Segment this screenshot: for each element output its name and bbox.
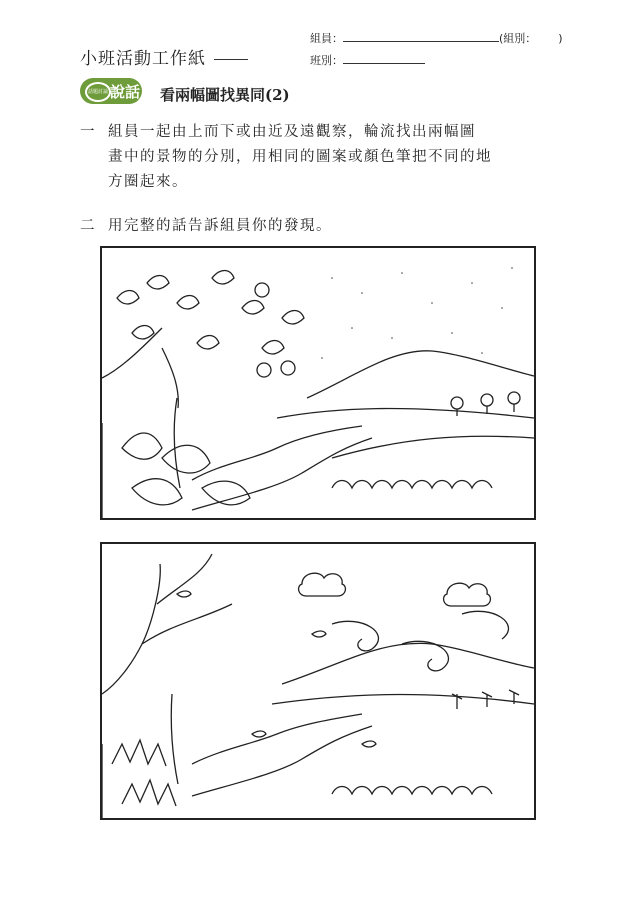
wind-swirl (332, 621, 378, 651)
class-blank[interactable] (343, 53, 425, 64)
autumn-scene-picture[interactable] (100, 542, 536, 820)
spring-scene-drawing (102, 248, 534, 518)
group-label: (組別： (499, 32, 537, 45)
mountain (307, 351, 534, 398)
speaking-badge (80, 78, 142, 104)
cloud (299, 573, 346, 596)
worksheet-title (80, 44, 248, 69)
spring-scene-picture[interactable] (100, 246, 536, 520)
instruction-line: 用完整的話告訴組員你的發現。 (108, 218, 332, 234)
badge-label: 說話 (110, 83, 141, 101)
members-row (310, 30, 563, 46)
bird (255, 283, 269, 297)
hill-line (277, 409, 534, 418)
members-label: 組員： (310, 32, 343, 45)
activity-subtitle: 看兩幅圖找異同(2) (160, 86, 290, 104)
class-row (310, 52, 425, 68)
group-close: ) (558, 32, 563, 45)
title-dash (214, 59, 248, 60)
bare-tree-trunk (102, 564, 160, 694)
instruction-line: 方圈起來。 (108, 174, 188, 190)
members-blank[interactable] (343, 31, 499, 42)
speech-bubble-icon: 話題討論 (85, 82, 111, 102)
class-label: 班別： (310, 54, 343, 67)
worksheet-title-text: 小班活動工作紙 (80, 49, 206, 69)
autumn-scene-drawing (102, 544, 534, 818)
tree-trunk (102, 328, 180, 518)
leaf (122, 433, 162, 459)
instruction-number: 二 (80, 218, 95, 234)
instruction-line: 組員一起由上而下或由近及遠觀察，輪流找出兩幅圖 (108, 124, 476, 140)
instruction-number: 一 (80, 124, 95, 140)
instruction-line: 畫中的景物的分別，用相同的圖案或顏色筆把不同的地 (108, 149, 492, 165)
